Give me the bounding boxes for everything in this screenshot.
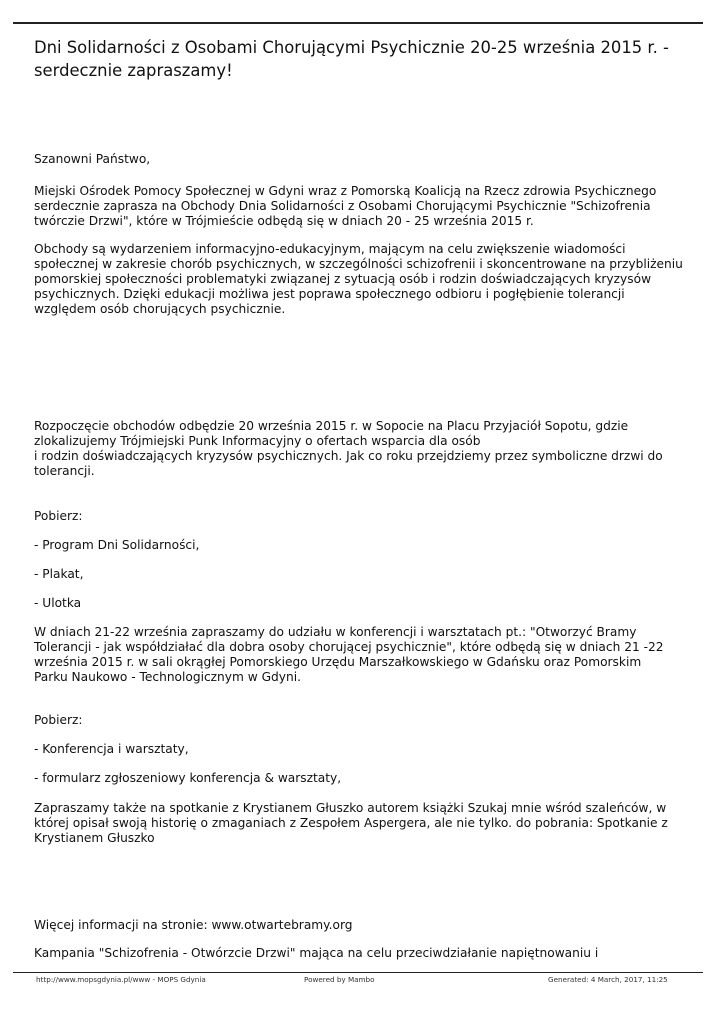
- text-line: tolerancji.: [34, 464, 95, 478]
- text-line: Zapraszamy także na spotkanie z Krystianem Głuszko autorem książki Szukaj mnie wśród szaleńców, w: [34, 801, 667, 815]
- text-line: społecznej w zakresie chorób psychicznych, w szczególności schizofrenii i skoncentrowane na przybliżeniu: [34, 257, 683, 271]
- text-line: psychicznych. Dzięki edukacji możliwa jest poprawa społecznego odbioru i pogłębienie tolerancji: [34, 287, 625, 301]
- text-line: września 2015 r. w sali okrągłej Pomorskiego Urzędu Marszałkowskiego w Gdańsku oraz Pomorskim: [34, 655, 642, 669]
- link-formularz[interactable]: - formularz zgłoszeniowy konferencja & warsztaty,: [34, 771, 342, 785]
- text-line: twórczie Drzwi", które w Trójmieście odbędą się w dniach 20 - 25 września 2015 r.: [34, 214, 534, 228]
- bottom-rule: [13, 972, 703, 973]
- download-heading: Pobierz:: [34, 509, 83, 523]
- footer-generated-date: Generated: 4 March, 2017, 11:25: [548, 975, 668, 984]
- text-line: Parku Naukowo - Technologicznym w Gdyni.: [34, 670, 301, 684]
- paragraph-meeting: [34, 801, 714, 846]
- download-heading: Pobierz:: [34, 713, 83, 727]
- paragraph-intro: [34, 184, 714, 229]
- footer-powered-by: Powered by Mambo: [304, 975, 375, 984]
- more-info-link[interactable]: Więcej informacji na stronie: www.otwartebramy.org: [34, 918, 353, 932]
- top-rule: [13, 22, 703, 24]
- text-line: i rodzin doświadczających kryzysów psychicznych. Jak co roku przejdziemy przez symboliczne drzwi do: [34, 449, 663, 463]
- page-title: Dni Solidarności z Osobami Chorującymi Psychicznie 20-25 września 2015 r. - serdecznie zapraszamy!: [34, 38, 669, 80]
- text-line: względem osób chorujących psychicznie.: [34, 302, 286, 316]
- paragraph-opening: [34, 419, 714, 479]
- text-line: Miejski Ośrodek Pomocy Społecznej w Gdyni wraz z Pomorską Koalicją na Rzecz zdrowia Psychicznego: [34, 184, 657, 198]
- link-konferencja[interactable]: - Konferencja i warsztaty,: [34, 742, 189, 756]
- text-line: Rozpoczęcie obchodów odbędzie 20 września 2015 r. w Sopocie na Placu Przyjaciół Sopotu, gdzie: [34, 419, 629, 433]
- text-line: zlokalizujemy Trójmiejski Punk Informacyjny o ofertach wsparcia dla osób: [34, 434, 481, 448]
- greeting: Szanowni Państwo,: [34, 152, 151, 166]
- text-line: pomorskiej społeczności problematyki związanej z sytuacją osób i rodzin doświadczających kryzysów: [34, 272, 652, 286]
- text-line: której opisał swoją historię o zmaganiach z Zespołem Aspergera, ale nie tylko. do pobrania: Spotkanie z: [34, 816, 668, 830]
- link-ulotka[interactable]: - Ulotka: [34, 596, 82, 610]
- link-plakat[interactable]: - Plakat,: [34, 567, 84, 581]
- text-line: Obchody są wydarzeniem informacyjno-edukacyjnym, mającym na celu zwiększenie wiadomości: [34, 242, 626, 256]
- campaign-text: Kampania "Schizofrenia - Otwórzcie Drzwi" mająca na celu przeciwdziałanie napiętnowaniu i: [34, 946, 599, 960]
- paragraph-about: [34, 242, 714, 317]
- text-line: Tolerancji - jak współdziałać dla dobra osoby chorującej psychicznie", które odbędą się w dniach 21 -22: [34, 640, 664, 654]
- paragraph-conference: [34, 625, 714, 685]
- text-line: W dniach 21-22 września zapraszamy do udziału w konferencji i warsztatach pt.: "Otworzyć Bramy: [34, 625, 637, 639]
- text-line: serdecznie zaprasza na Obchody Dnia Solidarności z Osobami Chorującymi Psychicznie "Schizofrenia: [34, 199, 651, 213]
- footer-site-url[interactable]: http://www.mopsgdynia.pl/www - MOPS Gdynia: [36, 975, 206, 984]
- text-line: Krystianem Głuszko: [34, 831, 155, 845]
- link-program[interactable]: - Program Dni Solidarności,: [34, 538, 200, 552]
